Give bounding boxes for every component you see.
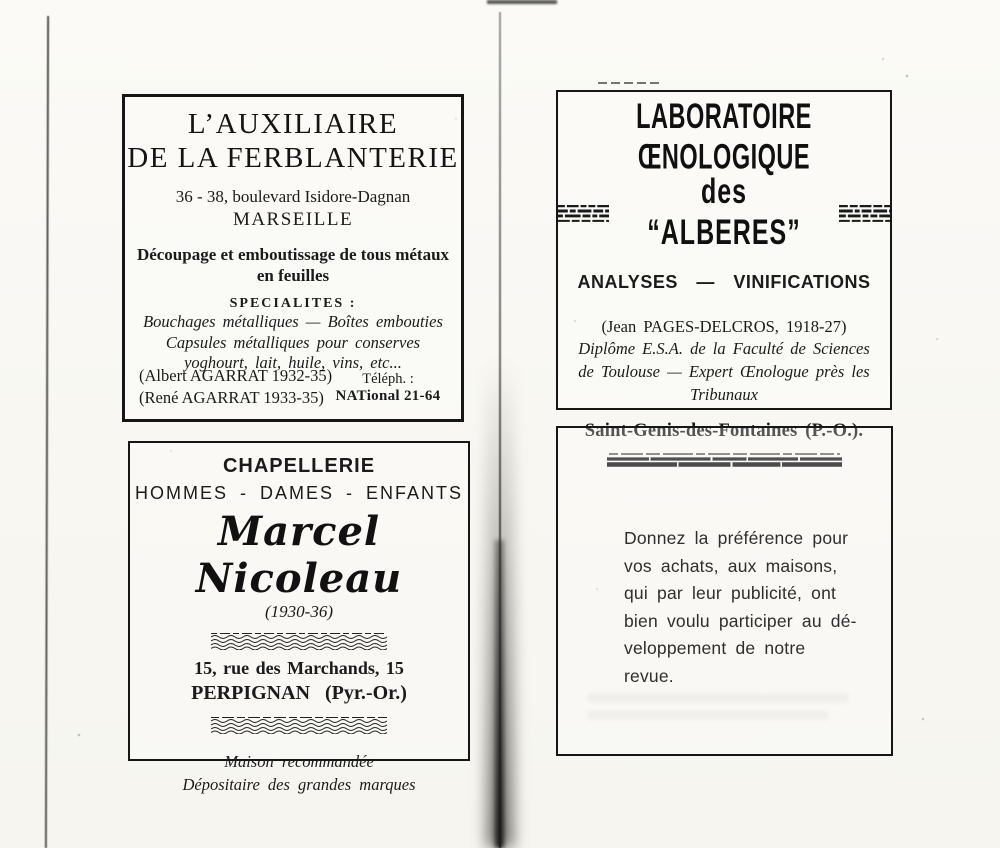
- ad-category: CHAPELLERIE: [222, 455, 376, 477]
- phone-label: Téléph. :: [362, 371, 414, 387]
- ad-title: [558, 97, 890, 178]
- ad-city: MARSEILLE: [232, 209, 354, 230]
- notice-text: [624, 525, 864, 690]
- ad-members: [139, 365, 332, 409]
- ad-location: Saint-Genis-des-Fontaines (P.-O.).: [584, 421, 864, 441]
- ad-address: 36 - 38, boulevard Isidore-Dagnan: [175, 187, 411, 206]
- credentials-line1: Diplôme E.S.A. de la Faculté de Sciences: [578, 339, 870, 358]
- member-line1: (Albert AGARRAT 1932-35): [139, 366, 333, 385]
- phone-number: NATional 21-64: [335, 388, 441, 404]
- ad-proprietor-name: Marcel Nicoleau: [195, 508, 403, 602]
- publisher-notice-box: [556, 426, 893, 756]
- ad-phone: [329, 371, 447, 405]
- ad-description: [125, 244, 461, 286]
- ad-owner: (Jean PAGES-DELCROS, 1918-27): [601, 317, 847, 336]
- ad-chapellerie: [128, 441, 470, 794]
- ink-bleedthrough: [588, 694, 848, 702]
- specialty-line1: Bouchages métalliques — Boîtes embouties: [143, 312, 443, 331]
- notice-line3: qui par leur publicité, ont: [624, 583, 837, 603]
- ad-years: (1930-36): [265, 602, 333, 621]
- ornament-dashes-right: [839, 202, 890, 224]
- ornament-wavy-rule-bottom: [130, 715, 468, 733]
- ad-title-line1: LABORATOIRE ŒNOLOGIQUE: [636, 97, 812, 178]
- paper-specks: [0, 0, 2, 2]
- ad-note2: Dépositaire des grandes marques: [182, 774, 416, 794]
- ad-laboratoire-oenologique: [556, 90, 892, 441]
- ad-credentials: [558, 337, 890, 406]
- ornament-wavy-rule-top: [130, 632, 468, 650]
- notice-line4: bien voulu participer au dé-: [624, 610, 857, 631]
- ink-bleedthrough: [588, 711, 828, 719]
- specialties-label: SPECIALITES :: [229, 296, 357, 311]
- ad-note1: Maison recommandée: [224, 751, 374, 771]
- ad-description-line1: Découpage et emboutissage de tous métaux: [136, 245, 450, 264]
- ad-city: PERPIGNAN (Pyr.-Or.): [191, 682, 407, 705]
- gutter-fold-line: [499, 12, 501, 848]
- notice-line5: veloppement de notre revue.: [624, 638, 806, 686]
- top-ink-smudge: [487, 0, 557, 4]
- ad-services: ANALYSES — VINIFICATIONS: [577, 272, 871, 292]
- specialty-line2: Capsules métalliques pour conserves: [165, 332, 421, 352]
- credentials-line2: de Toulouse — Expert Œnologue près les Tribunaux: [578, 362, 870, 404]
- ad-title-line2: DE LA FERBLANTERIE: [127, 142, 459, 174]
- notice-line2: vos achats, aux maisons,: [624, 555, 838, 576]
- ad-title-line2: des “ALBERES”: [647, 172, 801, 253]
- ad-title: [125, 107, 461, 175]
- ad-subtitle-row: [558, 172, 890, 253]
- specialty-line3: yoghourt, lait, huile, vins, etc...: [184, 353, 402, 372]
- stray-print-mark: [598, 82, 662, 84]
- ad-audience: HOMMES - DAMES - ENFANTS: [134, 483, 463, 503]
- ad-description-line2: en feuilles: [256, 266, 330, 285]
- ad-address: 15, rue des Marchands, 15: [194, 658, 404, 679]
- page-edge-line: [45, 16, 49, 848]
- ad-ferblanterie: [122, 94, 464, 422]
- member-line2: (René AGARRAT 1933-35): [139, 388, 324, 407]
- ad-title-line1: L’AUXILIAIRE: [187, 108, 399, 140]
- notice-line1: Donnez la préférence pour: [624, 528, 849, 548]
- ornament-dashes-left: [558, 202, 609, 224]
